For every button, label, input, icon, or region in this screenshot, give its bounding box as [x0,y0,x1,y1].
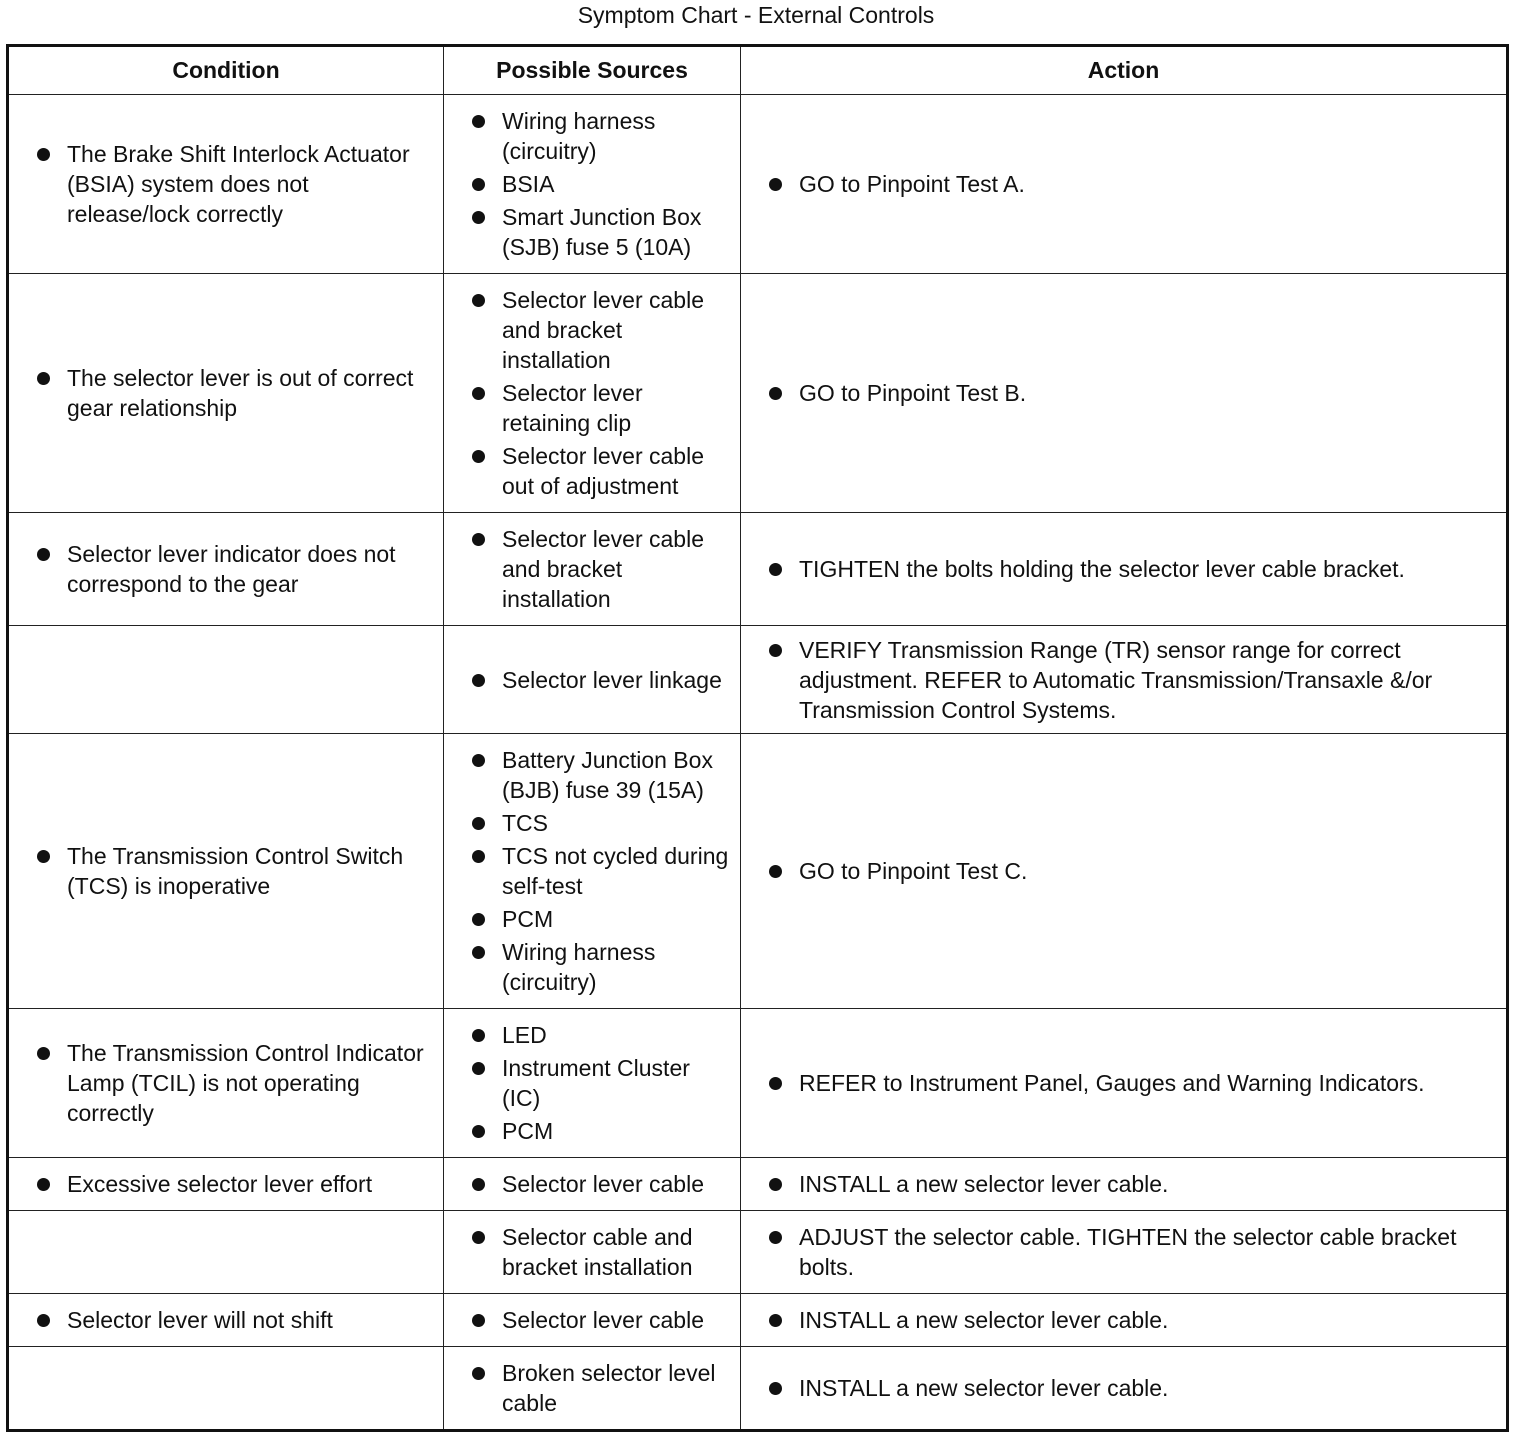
action-cell [741,1158,1508,1211]
table-row [8,1347,1508,1431]
sources-cell [444,95,741,274]
condition-item: The selector lever is out of correct gear relationship [9,363,443,423]
action-cell [741,1009,1508,1158]
condition-cell [8,1347,444,1431]
action-item: GO to Pinpoint Test C. [741,856,1506,886]
condition-item: The Transmission Control Indicator Lamp (TCIL) is not operating correctly [9,1038,443,1128]
condition-item: Selector lever indicator does not correspond to the gear [9,539,443,599]
action-item: GO to Pinpoint Test A. [741,169,1506,199]
source-item: LED [444,1020,740,1050]
chart-title: Symptom Chart - External Controls [577,2,935,28]
condition-item: The Brake Shift Interlock Actuator (BSIA) system does not release/lock correctly [9,139,443,229]
header-condition: Condition [8,46,444,95]
source-item: Selector lever cable and bracket installation [444,524,740,614]
source-item: Broken selector level cable [444,1358,740,1418]
table-row [8,1158,1508,1211]
sources-cell [444,274,741,513]
action-item: REFER to Instrument Panel, Gauges and Warning Indicators. [741,1068,1506,1098]
sources-cell [444,1211,741,1294]
condition-cell [8,95,444,274]
source-item: Instrument Cluster (IC) [444,1053,740,1113]
source-item: Smart Junction Box (SJB) fuse 5 (10A) [444,202,740,262]
action-cell [741,1211,1508,1294]
source-item: Selector lever cable [444,1169,740,1199]
action-item: INSTALL a new selector lever cable. [741,1169,1506,1199]
source-item: Wiring harness (circuitry) [444,106,740,166]
condition-cell [8,1294,444,1347]
table-row [8,626,1508,734]
source-item: Battery Junction Box (BJB) fuse 39 (15A) [444,745,740,805]
symptom-table [6,44,1509,1432]
condition-cell [8,1211,444,1294]
action-cell [741,734,1508,1009]
action-item: TIGHTEN the bolts holding the selector lever cable bracket. [741,554,1506,584]
source-item: PCM [444,904,740,934]
condition-item: Excessive selector lever effort [9,1169,443,1199]
condition-item: Selector lever will not shift [9,1305,443,1335]
action-cell [741,1294,1508,1347]
sources-cell [444,1009,741,1158]
sources-cell [444,513,741,626]
table-row [8,1009,1508,1158]
source-item: TCS not cycled during self-test [444,841,740,901]
table-row [8,734,1508,1009]
condition-cell [8,626,444,734]
action-item: VERIFY Transmission Range (TR) sensor range for correct adjustment. REFER to Automatic Transmission/Transaxle &/or Transmission Control Systems. [741,635,1506,725]
source-item: Selector lever cable [444,1305,740,1335]
table-row [8,1294,1508,1347]
action-cell [741,626,1508,734]
sources-cell [444,626,741,734]
source-item: Selector lever cable out of adjustment [444,441,740,501]
condition-cell [8,1009,444,1158]
source-item: Selector lever cable and bracket installation [444,285,740,375]
action-cell [741,1347,1508,1431]
condition-cell [8,274,444,513]
condition-cell [8,513,444,626]
source-item: Selector lever linkage [444,665,740,695]
header-action: Action [741,46,1508,95]
source-item: Selector cable and bracket installation [444,1222,740,1282]
action-cell [741,274,1508,513]
condition-cell [8,734,444,1009]
source-item: Wiring harness (circuitry) [444,937,740,997]
table-row [8,513,1508,626]
action-cell [741,513,1508,626]
sources-cell [444,1158,741,1211]
header-row [8,46,1508,95]
table-row [8,95,1508,274]
action-item: INSTALL a new selector lever cable. [741,1373,1506,1403]
sources-cell [444,1347,741,1431]
action-item: INSTALL a new selector lever cable. [741,1305,1506,1335]
source-item: BSIA [444,169,740,199]
source-item: Selector lever retaining clip [444,378,740,438]
action-cell [741,95,1508,274]
table-row [8,1211,1508,1294]
sources-cell [444,1294,741,1347]
source-item: PCM [444,1116,740,1146]
condition-item: The Transmission Control Switch (TCS) is inoperative [9,841,443,901]
table-row [8,274,1508,513]
action-item: GO to Pinpoint Test B. [741,378,1506,408]
action-item: ADJUST the selector cable. TIGHTEN the selector cable bracket bolts. [741,1222,1506,1282]
header-possible-sources: Possible Sources [444,46,741,95]
condition-cell [8,1158,444,1211]
source-item: TCS [444,808,740,838]
sources-cell [444,734,741,1009]
